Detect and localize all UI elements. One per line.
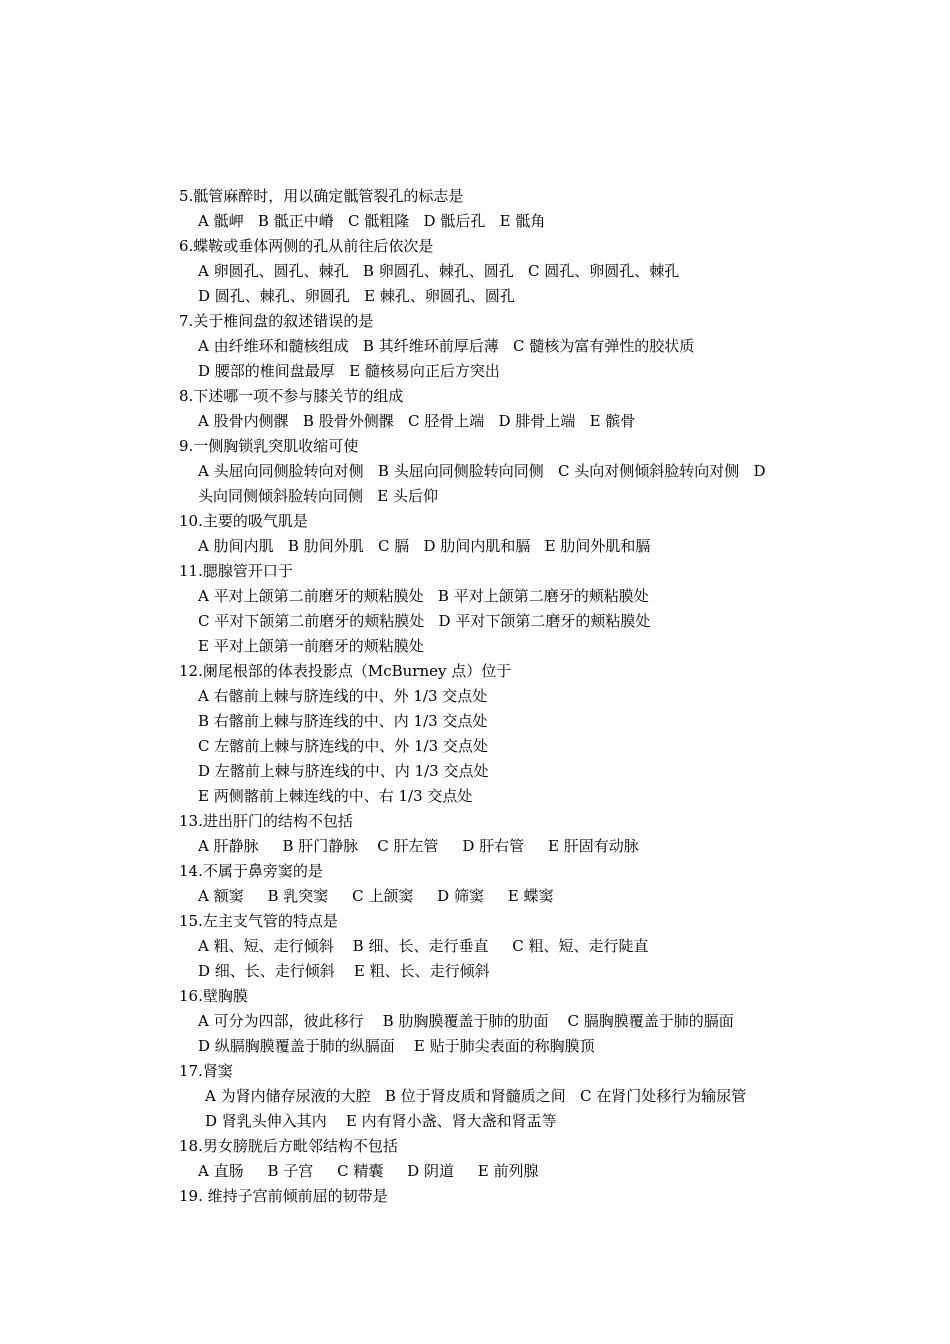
question-11 — [179, 559, 839, 659]
question-stem: 17.肾窦 — [179, 1062, 233, 1080]
question-19 — [179, 1184, 839, 1209]
question-options: A 粗、短、走行倾斜 B 细、长、走行垂直 C 粗、短、走行陡直 — [198, 937, 649, 955]
question-options: D 纵膈胸膜覆盖于肺的纵膈面 E 贴于肺尖表面的称胸膜顶 — [198, 1037, 595, 1055]
question-stem: 9.一侧胸锁乳突肌收缩可使 — [179, 437, 359, 455]
question-options: E 两侧髂前上棘连线的中、右 1/3 交点处 — [198, 787, 473, 805]
question-stem: 16.壁胸膜 — [179, 987, 248, 1005]
question-stem: 13.进出肝门的结构不包括 — [179, 812, 353, 830]
question-options: A 直肠 B 子宫 C 精囊 D 阴道 E 前列腺 — [198, 1162, 539, 1180]
question-options: A 肋间内肌 B 肋间外肌 C 膈 D 肋间内肌和膈 E 肋间外肌和膈 — [198, 537, 651, 555]
question-stem: 10.主要的吸气肌是 — [179, 512, 308, 530]
question-options: D 细、长、走行倾斜 E 粗、长、走行倾斜 — [198, 962, 490, 980]
question-options: A 头屈向同侧脸转向对侧 B 头屈向同侧脸转向同侧 C 头向对侧倾斜脸转向对侧 D — [198, 462, 766, 480]
question-options: A 额窦 B 乳突窦 C 上颌窦 D 筛窦 E 蝶窦 — [198, 887, 554, 905]
question-stem: 8.下述哪一项不参与膝关节的组成 — [179, 387, 404, 405]
question-options: A 股骨内侧髁 B 股骨外侧髁 C 胫骨上端 D 腓骨上端 E 髌骨 — [198, 412, 636, 430]
question-options: A 平对上颌第二前磨牙的颊粘膜处 B 平对上颌第二磨牙的颊粘膜处 — [198, 587, 649, 605]
question-options: E 平对上颌第一前磨牙的颊粘膜处 — [198, 637, 424, 655]
question-stem: 19. 维持子宫前倾前屈的韧带是 — [179, 1187, 388, 1205]
question-options: A 右髂前上棘与脐连线的中、外 1/3 交点处 — [198, 687, 488, 705]
question-8 — [179, 384, 839, 434]
question-options: A 由纤维环和髓核组成 B 其纤维环前厚后薄 C 髓核为富有弹性的胶状质 — [198, 337, 695, 355]
question-stem: 6.蝶鞍或垂体两侧的孔从前往后依次是 — [179, 237, 434, 255]
question-options: C 平对下颌第二前磨牙的颊粘膜处 D 平对下颌第二磨牙的颊粘膜处 — [198, 612, 651, 630]
question-12 — [179, 659, 839, 809]
question-options: A 骶岬 B 骶正中嵴 C 骶粗隆 D 骶后孔 E 骶角 — [198, 212, 546, 230]
question-options: D 肾乳头伸入其内 E 内有肾小盏、肾大盏和肾盂等 — [205, 1112, 557, 1130]
question-options: D 圆孔、棘孔、卵圆孔 E 棘孔、卵圆孔、圆孔 — [198, 287, 515, 305]
question-18 — [179, 1134, 839, 1184]
question-stem: 5.骶管麻醉时，用以确定骶管裂孔的标志是 — [179, 187, 464, 205]
question-options: D 左髂前上棘与脐连线的中、内 1/3 交点处 — [198, 762, 489, 780]
question-list — [179, 184, 839, 1209]
question-10 — [179, 509, 839, 559]
question-options: D 腰部的椎间盘最厚 E 髓核易向正后方突出 — [198, 362, 500, 380]
question-options: A 为肾内储存尿液的大腔 B 位于肾皮质和肾髓质之间 C 在肾门处移行为输尿管 — [205, 1087, 747, 1105]
question-options: B 右髂前上棘与脐连线的中、内 1/3 交点处 — [198, 712, 488, 730]
question-options: 头向同侧倾斜脸转向同侧 E 头后仰 — [198, 487, 439, 505]
question-stem: 14.不属于鼻旁窦的是 — [179, 862, 323, 880]
question-options: A 可分为四部，彼此移行 B 肋胸膜覆盖于肺的肋面 C 膈胸膜覆盖于肺的膈面 — [198, 1012, 734, 1030]
question-7 — [179, 309, 839, 384]
question-9 — [179, 434, 839, 509]
question-stem: 11.腮腺管开口于 — [179, 562, 293, 580]
question-stem: 15.左主支气管的特点是 — [179, 912, 338, 930]
question-16 — [179, 984, 839, 1059]
question-stem: 12.阑尾根部的体表投影点（McBurney 点）位于 — [179, 662, 512, 680]
question-5 — [179, 184, 839, 234]
question-stem: 7.关于椎间盘的叙述错误的是 — [179, 312, 374, 330]
question-options: A 卵圆孔、圆孔、棘孔 B 卵圆孔、棘孔、圆孔 C 圆孔、卵圆孔、棘孔 — [198, 262, 680, 280]
question-14 — [179, 859, 839, 909]
question-6 — [179, 234, 839, 309]
question-17 — [179, 1059, 839, 1134]
question-13 — [179, 809, 839, 859]
question-options: C 左髂前上棘与脐连线的中、外 1/3 交点处 — [198, 737, 488, 755]
question-options: A 肝静脉 B 肝门静脉 C 肝左管 D 肝右管 E 肝固有动脉 — [198, 837, 639, 855]
question-stem: 18.男女膀胱后方毗邻结构不包括 — [179, 1137, 398, 1155]
question-15 — [179, 909, 839, 984]
